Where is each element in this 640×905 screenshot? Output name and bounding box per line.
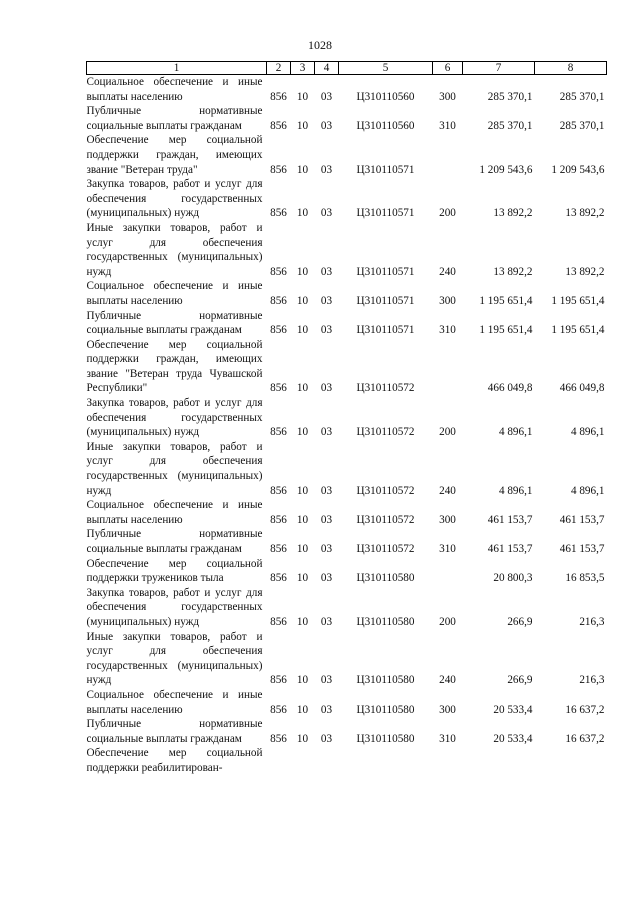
row-section-code: 10: [296, 615, 309, 628]
row-subsection-code: 03: [320, 265, 333, 278]
row-ministry-code: [267, 746, 291, 775]
row-expense-type: 200: [439, 615, 456, 628]
row-ministry-code: 856: [270, 90, 287, 103]
row-description: Социальное обеспечение и иные выплаты населению: [86, 499, 263, 526]
row-ministry-code: 856: [270, 382, 287, 395]
row-subsection-code: 03: [320, 207, 333, 220]
column-header: 8: [535, 62, 607, 75]
table-row: [87, 557, 607, 586]
row-amount-2: 285 370,1: [559, 90, 605, 103]
row-expense-type: 310: [439, 324, 456, 337]
table-row: [87, 396, 607, 440]
row-amount-2: 216,3: [579, 615, 605, 628]
row-amount-2: 461 153,7: [559, 543, 605, 555]
row-amount-1: 466 049,8: [487, 382, 533, 395]
table-row: [87, 177, 607, 221]
column-header: 7: [463, 62, 535, 75]
row-amount-1: 266,9: [507, 615, 533, 628]
row-subsection-code: 03: [320, 484, 333, 497]
row-amount-2: 16 853,5: [565, 572, 605, 585]
row-subsection-code: 03: [320, 543, 333, 555]
row-amount-2: 1 209 543,6: [551, 163, 605, 176]
table-row: [87, 279, 607, 308]
table-row: [87, 746, 607, 775]
row-description: Публичные нормативные социальные выплаты гражданам: [86, 528, 263, 555]
row-target-article: Ц310110572: [356, 426, 415, 439]
table-row: [87, 75, 607, 105]
row-amount-1: [463, 746, 535, 775]
row-target-article: Ц310110560: [356, 119, 415, 132]
row-expense-type: 310: [439, 119, 456, 132]
row-section-code: 10: [296, 674, 309, 687]
row-target-article: Ц310110580: [356, 572, 415, 585]
row-ministry-code: 856: [270, 732, 287, 745]
row-amount-2: 466 049,8: [559, 382, 605, 395]
row-subsection-code: 03: [320, 703, 333, 716]
row-ministry-code: 856: [270, 119, 287, 132]
row-expense-type: 200: [439, 207, 456, 220]
row-target-article: Ц310110571: [356, 324, 415, 337]
column-header: 6: [433, 62, 463, 75]
row-ministry-code: 856: [270, 294, 287, 307]
row-expense-type: [433, 746, 463, 775]
row-target-article: [339, 746, 433, 775]
row-amount-1: 20 533,4: [493, 703, 533, 716]
row-amount-1: 461 153,7: [487, 513, 533, 526]
row-description: Иные закупки товаров, работ и услуг для обеспечения государственных (муниципальных) нужд: [86, 630, 263, 687]
row-section-code: 10: [296, 572, 309, 585]
row-section-code: 10: [296, 294, 309, 307]
row-target-article: Ц310110572: [356, 382, 415, 395]
row-amount-2: 16 637,2: [565, 703, 605, 716]
row-description: Обеспечение мер социальной поддержки реабилитирован-: [86, 747, 263, 774]
row-subsection-code: 03: [320, 119, 333, 132]
row-target-article: Ц310110571: [356, 265, 415, 278]
row-section-code: 10: [296, 484, 309, 497]
row-description: Закупка товаров, работ и услуг для обеспечения государственных (муниципальных) нужд: [86, 178, 263, 220]
column-header: 2: [267, 62, 291, 75]
row-amount-1: 13 892,2: [493, 207, 533, 220]
row-expense-type: 300: [439, 513, 456, 526]
row-ministry-code: 856: [270, 543, 287, 555]
row-section-code: [291, 746, 315, 775]
header-row: [87, 62, 607, 75]
row-subsection-code: 03: [320, 572, 333, 585]
row-target-article: Ц310110580: [356, 674, 415, 687]
row-target-article: Ц310110571: [356, 207, 415, 220]
row-expense-type: [433, 557, 463, 586]
row-target-article: Ц310110572: [356, 513, 415, 526]
row-subsection-code: 03: [320, 324, 333, 337]
row-amount-2: 461 153,7: [559, 513, 605, 526]
row-target-article: Ц310110560: [356, 90, 415, 103]
row-expense-type: 300: [439, 294, 456, 307]
row-section-code: 10: [296, 543, 309, 555]
row-description: Обеспечение мер социальной поддержки тружеников тыла: [86, 557, 263, 585]
row-amount-1: 1 195 651,4: [479, 324, 533, 337]
row-ministry-code: 856: [270, 674, 287, 687]
row-description: Социальное обеспечение и иные выплаты населению: [86, 688, 263, 716]
row-description: Публичные нормативные социальные выплаты гражданам: [86, 718, 263, 745]
table-row: [87, 309, 607, 338]
row-description: Иные закупки товаров, работ и услуг для обеспечения государственных (муниципальных) нужд: [86, 221, 263, 278]
row-expense-type: 200: [439, 426, 456, 439]
table-row: [87, 688, 607, 717]
row-description: Закупка товаров, работ и услуг для обеспечения государственных (муниципальных) нужд: [86, 397, 263, 439]
row-description: Обеспечение мер социальной поддержки граждан, имеющих звание "Ветеран труда Чувашской Республики": [86, 338, 263, 395]
row-amount-1: 461 153,7: [487, 543, 533, 555]
row-expense-type: 310: [439, 732, 456, 745]
table-row: [87, 630, 607, 688]
row-subsection-code: 03: [320, 382, 333, 395]
row-expense-type: 240: [439, 265, 456, 278]
row-amount-1: 20 800,3: [493, 572, 533, 585]
table-row: [87, 586, 607, 630]
row-section-code: 10: [296, 732, 309, 745]
row-amount-2: 16 637,2: [565, 732, 605, 745]
row-description: Иные закупки товаров, работ и услуг для обеспечения государственных (муниципальных) нужд: [86, 440, 263, 497]
row-ministry-code: 856: [270, 265, 287, 278]
row-ministry-code: 856: [270, 703, 287, 716]
row-amount-2: 1 195 651,4: [551, 324, 605, 337]
table-row: [87, 104, 607, 133]
row-amount-1: 285 370,1: [487, 119, 533, 132]
row-amount-2: 4 896,1: [570, 426, 605, 439]
row-amount-2: 1 195 651,4: [551, 294, 605, 307]
row-section-code: 10: [296, 163, 309, 176]
table-row: [87, 440, 607, 498]
row-section-code: 10: [296, 119, 309, 132]
row-target-article: Ц310110571: [356, 294, 415, 307]
row-amount-1: 266,9: [507, 674, 533, 687]
row-expense-type: [433, 133, 463, 177]
row-expense-type: 240: [439, 484, 456, 497]
column-header: 3: [291, 62, 315, 75]
row-amount-1: 1 209 543,6: [479, 163, 533, 176]
row-amount-1: 1 195 651,4: [479, 294, 533, 307]
row-expense-type: 300: [439, 90, 456, 103]
row-amount-1: 13 892,2: [493, 265, 533, 278]
row-section-code: 10: [296, 207, 309, 220]
row-subsection-code: 03: [320, 513, 333, 526]
row-amount-2: 13 892,2: [565, 265, 605, 278]
table-row: [87, 338, 607, 396]
row-description: Социальное обеспечение и иные выплаты населению: [86, 76, 263, 103]
row-target-article: Ц310110572: [356, 484, 415, 497]
table-row: [87, 717, 607, 746]
row-amount-1: 285 370,1: [487, 90, 533, 103]
row-section-code: 10: [296, 265, 309, 278]
row-target-article: Ц310110571: [356, 163, 415, 176]
page-number: 1028: [308, 38, 332, 52]
row-subsection-code: [315, 746, 339, 775]
row-ministry-code: 856: [270, 207, 287, 220]
row-subsection-code: 03: [320, 674, 333, 687]
row-target-article: Ц310110580: [356, 732, 415, 745]
row-description: Социальное обеспечение и иные выплаты населению: [86, 280, 263, 307]
row-description: Публичные нормативные социальные выплаты гражданам: [86, 309, 263, 337]
row-expense-type: 310: [439, 543, 456, 555]
row-subsection-code: 03: [320, 426, 333, 439]
row-ministry-code: 856: [270, 324, 287, 337]
row-description: Закупка товаров, работ и услуг для обеспечения государственных (муниципальных) нужд: [86, 586, 263, 628]
row-ministry-code: 856: [270, 513, 287, 526]
row-ministry-code: 856: [270, 615, 287, 628]
table-row: [87, 498, 607, 527]
row-amount-1: 4 896,1: [498, 484, 533, 497]
row-section-code: 10: [296, 513, 309, 526]
row-section-code: 10: [296, 703, 309, 716]
budget-table: [86, 61, 607, 776]
row-ministry-code: 856: [270, 426, 287, 439]
row-section-code: 10: [296, 382, 309, 395]
row-amount-2: 4 896,1: [570, 484, 605, 497]
column-header: 4: [315, 62, 339, 75]
row-target-article: Ц310110580: [356, 703, 415, 716]
row-amount-2: 13 892,2: [565, 207, 605, 220]
row-subsection-code: 03: [320, 615, 333, 628]
row-ministry-code: 856: [270, 572, 287, 585]
column-header: 5: [339, 62, 433, 75]
table-row: [87, 527, 607, 556]
row-target-article: Ц310110580: [356, 615, 415, 628]
row-section-code: 10: [296, 90, 309, 103]
table-row: [87, 221, 607, 279]
row-expense-type: [433, 338, 463, 396]
row-amount-1: 4 896,1: [498, 426, 533, 439]
row-subsection-code: 03: [320, 732, 333, 745]
row-amount-1: 20 533,4: [493, 732, 533, 745]
table-row: [87, 133, 607, 177]
row-target-article: Ц310110572: [356, 543, 415, 555]
row-subsection-code: 03: [320, 294, 333, 307]
row-section-code: 10: [296, 426, 309, 439]
row-section-code: 10: [296, 324, 309, 337]
row-amount-2: [535, 746, 607, 775]
row-amount-2: 285 370,1: [559, 119, 605, 132]
column-header: 1: [87, 62, 267, 75]
row-ministry-code: 856: [270, 484, 287, 497]
row-ministry-code: 856: [270, 163, 287, 176]
row-expense-type: 300: [439, 703, 456, 716]
row-subsection-code: 03: [320, 163, 333, 176]
row-description: Обеспечение мер социальной поддержки граждан, имеющих звание "Ветеран труда": [86, 134, 263, 176]
row-description: Публичные нормативные социальные выплаты гражданам: [86, 105, 263, 132]
row-amount-2: 216,3: [579, 674, 605, 687]
row-expense-type: 240: [439, 674, 456, 687]
row-subsection-code: 03: [320, 90, 333, 103]
